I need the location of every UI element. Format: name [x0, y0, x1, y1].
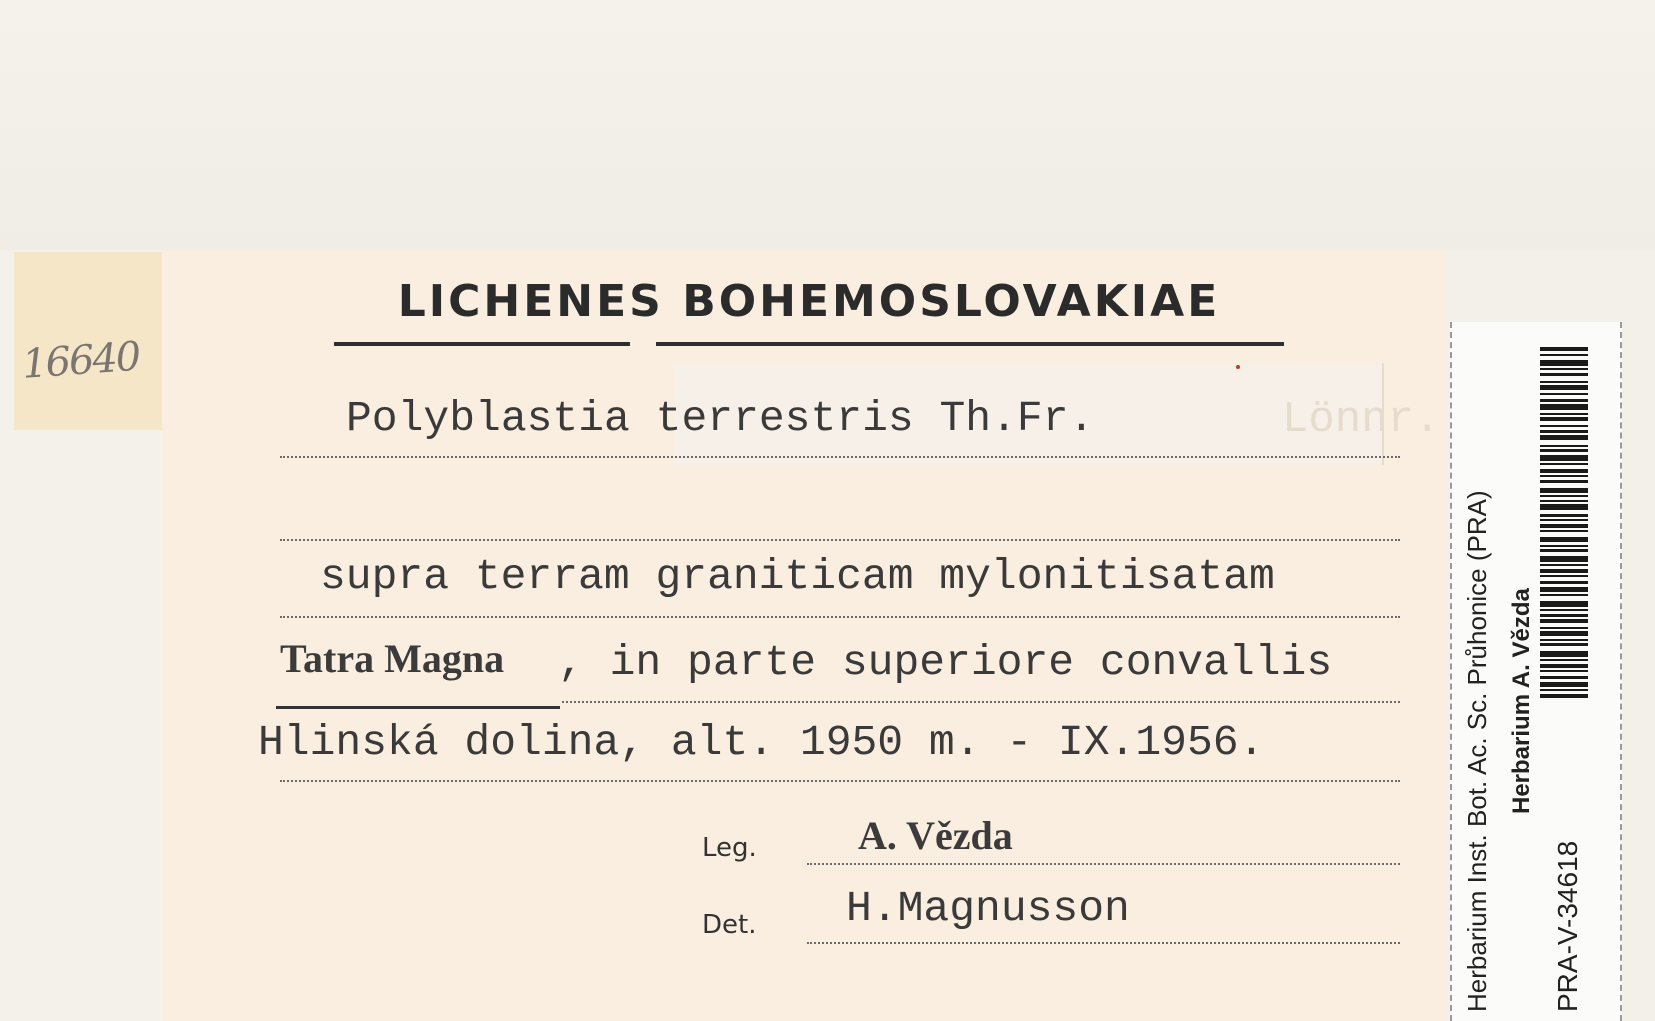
dotted-line: [807, 863, 1400, 865]
header-underline-right: [656, 342, 1284, 346]
catalog-number: PRA-V-34618: [1552, 840, 1583, 1012]
ghost-text: Lönnr.: [1282, 395, 1441, 445]
handwritten-accession-number: 16640: [20, 333, 141, 388]
label-header: LICHENES BOHEMOSLOVAKIAE: [397, 276, 1221, 327]
barcode-label: [1450, 322, 1622, 1021]
leg-label: Leg.: [702, 833, 757, 863]
substrate-text: supra terram graniticam mylonitisatam: [320, 552, 1275, 601]
dotted-line: [807, 942, 1400, 944]
locality-line-2: Hlinská dolina, alt. 1950 m. - IX.1956.: [258, 718, 1265, 767]
dotted-line: [280, 539, 1400, 541]
dotted-line: [562, 701, 1400, 703]
region-underline: [276, 706, 560, 709]
collection-text: Herbarium A. Vězda: [1508, 588, 1535, 814]
collector-stamp: A. Vězda: [858, 813, 1013, 858]
barcode-graphic: [1540, 347, 1588, 743]
dotted-line: [280, 780, 1400, 782]
determiner-name: H.Magnusson: [846, 884, 1130, 933]
locality-line-1: , in parte superiore convallis: [558, 638, 1333, 687]
region-stamp: Tatra Magna: [280, 636, 505, 681]
specimen-label: [162, 250, 1446, 1021]
institution-text: Herbarium Inst. Bot. Ac. Sc. Průhonice (PRA): [1462, 490, 1492, 1012]
header-underline-left: [334, 342, 630, 346]
dotted-line: [280, 616, 1400, 618]
det-label: Det.: [702, 910, 757, 940]
species-name: Polyblastia terrestris Th.Fr.: [346, 394, 1095, 443]
red-ink-dot: [1236, 365, 1240, 369]
herbarium-sheet: [0, 0, 1655, 250]
dotted-line: [280, 456, 1400, 458]
